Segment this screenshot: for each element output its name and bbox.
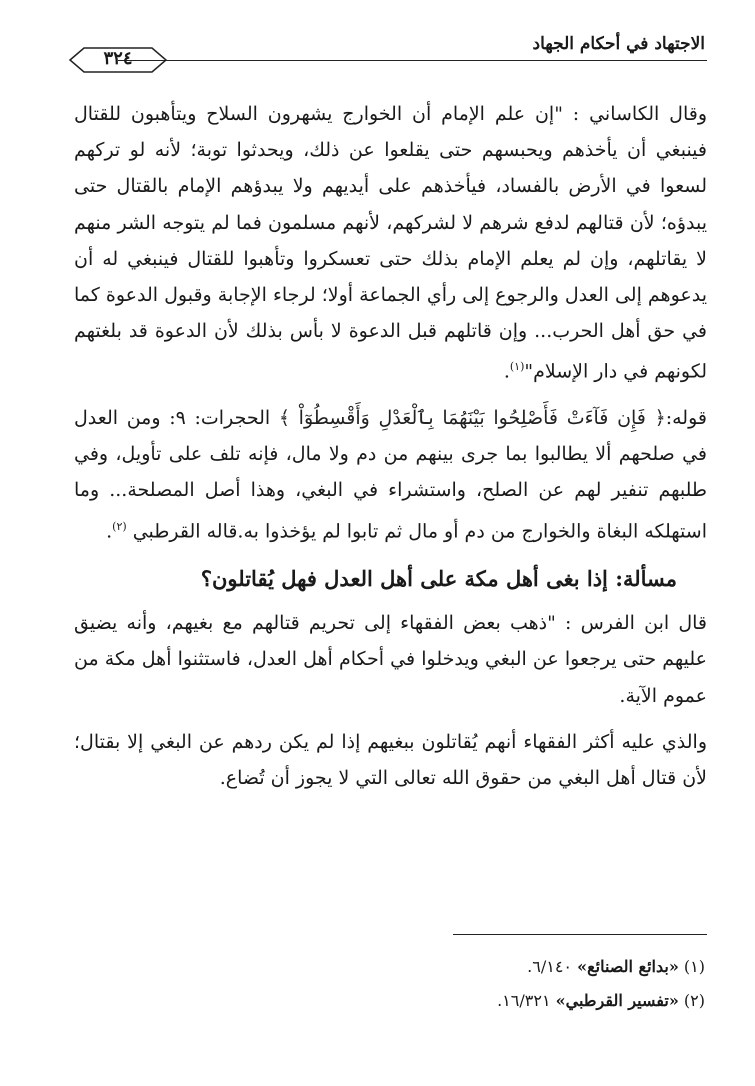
paragraph-end: . xyxy=(106,519,113,542)
footnote-1 xyxy=(74,950,705,984)
footnote-number: (١) xyxy=(683,957,705,976)
footnote-separator xyxy=(453,934,707,935)
footnote-ref-2: (٢) xyxy=(112,519,127,533)
paragraph-text: وقال الكاساني : "إن علم الإمام أن الخوارج يشهرون السلاح ويتأهبون للقتال فينبغي أن يأخذهم ويحبسهم حتى يقلعوا عن ذلك، ويحدثوا توبة؛ لأنه لو تركهم لسعوا في الأرض بالفساد، فيأخذهم على أيديهم ولا يبدؤهم الإمام بالقتال حتى يبدؤه؛ لأن قتالهم لدفع شرهم لا لشركهم، لأنهم مسلمون فما لم يتوجه الشر منهم لا يقاتلهم، وإن لم يعلم الإمام بذلك حتى تعسكروا وتأهبوا للقتال فينبغي له أن يدعوهم إلى العدل والرجوع إلى رأي الجماعة أولا؛ لرجاء الإجابة وقبول الدعوة كما في حق أهل الحرب... وإن قاتلهم قبل الدعوة لا بأس بذلك لأن الدعوة قد بلغتهم لكونهم في دار الإسلام" xyxy=(74,103,707,383)
paragraph-kasani-quote xyxy=(74,96,707,390)
page-number: ٣٢٤ xyxy=(103,48,133,69)
paragraph-text: الحجرات: ٩: ومن العدل في صلحهم ألا يطالبوا بما جرى بينهم من دم ولا مال، فإنه تلف على تأويل، وفي طلبهم تنفير لهم عن الصلح، واستشراء في البغي، وهذا أصل المصلحة... وما استهلكه البغاة والخوارج من دم أو مال ثم تابوا لم يؤخذوا به.قاله القرطبي xyxy=(74,406,707,542)
paragraph-ibn-alfaras: قال ابن الفرس : "ذهب بعض الفقهاء إلى تحريم قتالهم مع بغيهم، وأنه يضيق عليهم حتى يرجعوا عن البغي ويدخلوا في أحكام أهل العدل، فاستثنوا أهل مكة من عموم الآية. xyxy=(74,612,707,707)
paragraph-prefix: قوله: xyxy=(665,406,707,429)
footnote-ref-1: (١) xyxy=(509,360,525,374)
footnote-number: (٢) xyxy=(683,991,705,1010)
footnote-2 xyxy=(74,984,705,1018)
quran-verse: ﴿ فَإِن فَآءَتْ فَأَصْلِحُوا بَيْنَهُمَا بِٱلْعَدْلِ وَأَقْسِطُوٓاْ ﴾ xyxy=(278,406,666,429)
running-title: الاجتهاد في أحكام الجهاد xyxy=(532,34,705,54)
paragraph-end: . xyxy=(503,360,510,383)
section-heading: مسألة: إذا بغى أهل مكة على أهل العدل فهل يُقاتلون؟ xyxy=(200,566,677,592)
footnotes xyxy=(74,950,705,1018)
footnote-source: «بدائع الصنائع» xyxy=(577,957,679,976)
main-text xyxy=(74,96,707,796)
header-rule xyxy=(118,60,707,61)
paragraph-quran-verse xyxy=(74,400,707,549)
paragraph-majority-opinion: والذي عليه أكثر الفقهاء أنهم يُقاتلون ببغيهم إذا لم يكن ردهم عن البغي إلا بقتال؛ لأن قتال أهل البغي من حقوق الله تعالى التي لا يجوز أن تُضاع. xyxy=(74,730,707,789)
footnote-source: «تفسير القرطبي» xyxy=(555,991,679,1010)
footnote-ref: ٦/١٤٠. xyxy=(527,957,573,976)
footnote-ref: ١٦/٣٢١. xyxy=(497,991,551,1010)
